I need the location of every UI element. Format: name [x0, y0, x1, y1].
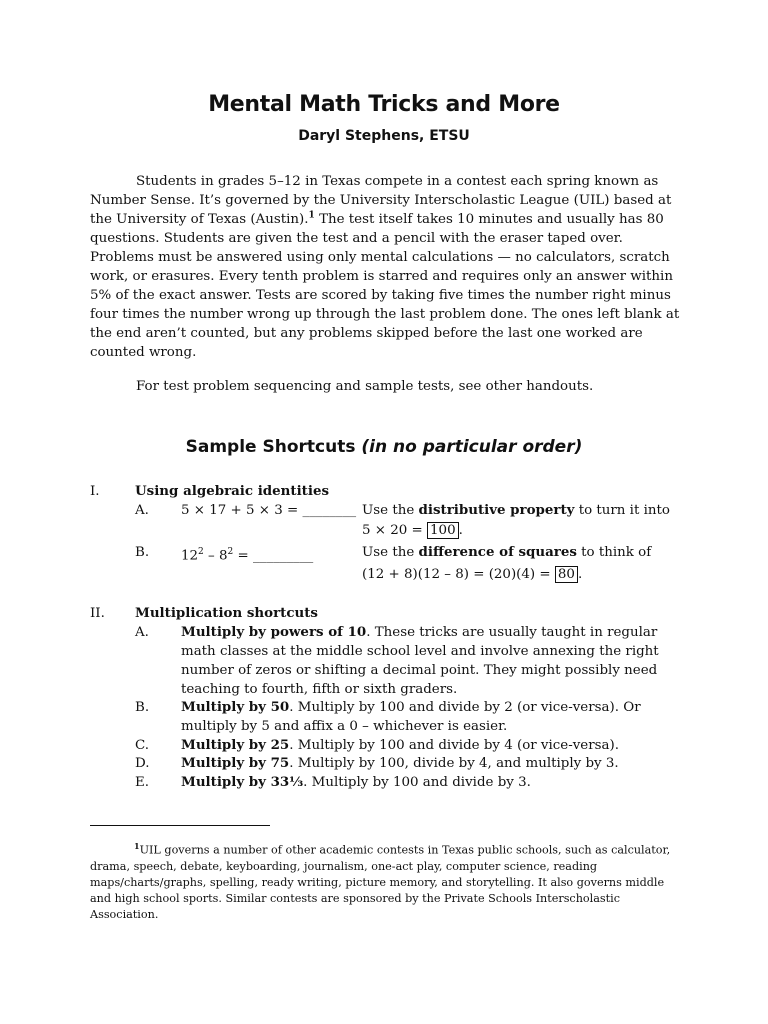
problem-text: $12^2 - 8^2$ = _________	[181, 547, 314, 564]
outline-heading: Using algebraic identities	[135, 483, 330, 499]
item-letter: B.	[135, 700, 150, 715]
item-letter: B.	[135, 545, 150, 560]
footnote-divider	[90, 825, 270, 826]
intro-text-part2: The test itself takes 10 minutes and usually has 80 questions. Students are given the test and a pencil with the eraser taped over. Problems must be answered using only mental calculations — no calculators, scratch work, or erasures. Every tenth problem is starred and requires only an answer within 5% of the exact answer. Tests are scored by taking five times the number right minus four times the number wrong up through the last problem done. The ones left blank at the end aren’t counted, but any problems skipped before the last one worked are counted wrong.	[90, 212, 680, 360]
boxed-answer: 100	[427, 522, 459, 539]
section-title: Sample Shortcuts	[185, 437, 356, 457]
problem-text: 5 × 17 + 5 × 3 = ________	[181, 503, 357, 518]
bold-term: Multiply by 50	[181, 699, 290, 715]
item-text: Multiply by 50. Multiply by 100 and divide by 2 (or vice-versa). Or multiply by 5 and affix a 0 – whichever is easier.	[181, 699, 641, 734]
footnote	[90, 838, 686, 923]
item-letter: C.	[135, 738, 150, 753]
bold-term: Multiply by 75	[181, 755, 290, 771]
document-author: Daryl Stephens, ETSU	[298, 128, 470, 144]
roman-numeral: I.	[90, 484, 100, 499]
intro-text-part1: Students in grades 5–12 in Texas compete in a contest each spring known as Number Sense. It’s governed by the University Interscholastic League (UIL) based at the University of Texas (Austin).	[90, 174, 672, 227]
item-letter: A.	[135, 625, 149, 640]
section-heading	[0, 437, 768, 457]
item-letter: A.	[135, 503, 149, 518]
explanation-line2: (12 + 8)(12 – 8) = (20)(4) = 80 .	[362, 567, 583, 582]
item-letter: D.	[135, 756, 150, 771]
item-text: Multiply by 25. Multiply by 100 and divide by 4 (or vice-versa).	[181, 737, 619, 753]
item-text: Multiply by 33⅓. Multiply by 100 and divide by 3.	[181, 774, 531, 790]
bold-term: difference of squares	[418, 544, 577, 560]
roman-numeral: II.	[90, 606, 105, 621]
section-subtitle: (in no particular order)	[361, 437, 583, 457]
bold-term: distributive property	[418, 502, 575, 518]
bold-term: Multiply by 25	[181, 737, 290, 753]
handout-note-text: For test problem sequencing and sample tests, see other handouts.	[136, 379, 594, 394]
bold-term: Multiply by 33⅓	[181, 774, 304, 790]
footnote-text: UIL governs a number of other academic contests in Texas public schools, such as calculator, drama, speech, debate, keyboarding, journalism, one-act play, computer science, reading maps/charts/graphs, spelling, ready writing, picture memory, and storytelling. It also governs middle and high school sports. Similar contests are sponsored by the Private Schools Interscholastic Association.	[90, 843, 671, 921]
boxed-answer: 80	[555, 566, 578, 583]
bold-term: Multiply by powers of 10	[181, 624, 367, 640]
item-text: Multiply by 75. Multiply by 100, divide by 4, and multiply by 3.	[181, 755, 619, 771]
intro-paragraph	[90, 172, 686, 362]
handout-note	[90, 377, 686, 396]
footnote-mark: 1	[134, 841, 140, 851]
item-text: Multiply by powers of 10. These tricks are usually taught in regular math classes at the middle school level and involve annexing the right number of zeros or shifting a decimal point. They might possibly need teaching to fourth, fifth or sixth graders.	[181, 624, 659, 697]
explanation-line2: 5 × 20 = 100 .	[362, 523, 463, 538]
outline-heading: Multiplication shortcuts	[135, 605, 318, 621]
item-letter: E.	[135, 775, 150, 790]
document-title: Mental Math Tricks and More	[208, 92, 560, 117]
explanation: Use the difference of squares to think of	[362, 544, 652, 560]
footnote-reference: 1	[308, 210, 315, 221]
explanation: Use the distributive property to turn it into	[362, 502, 670, 518]
